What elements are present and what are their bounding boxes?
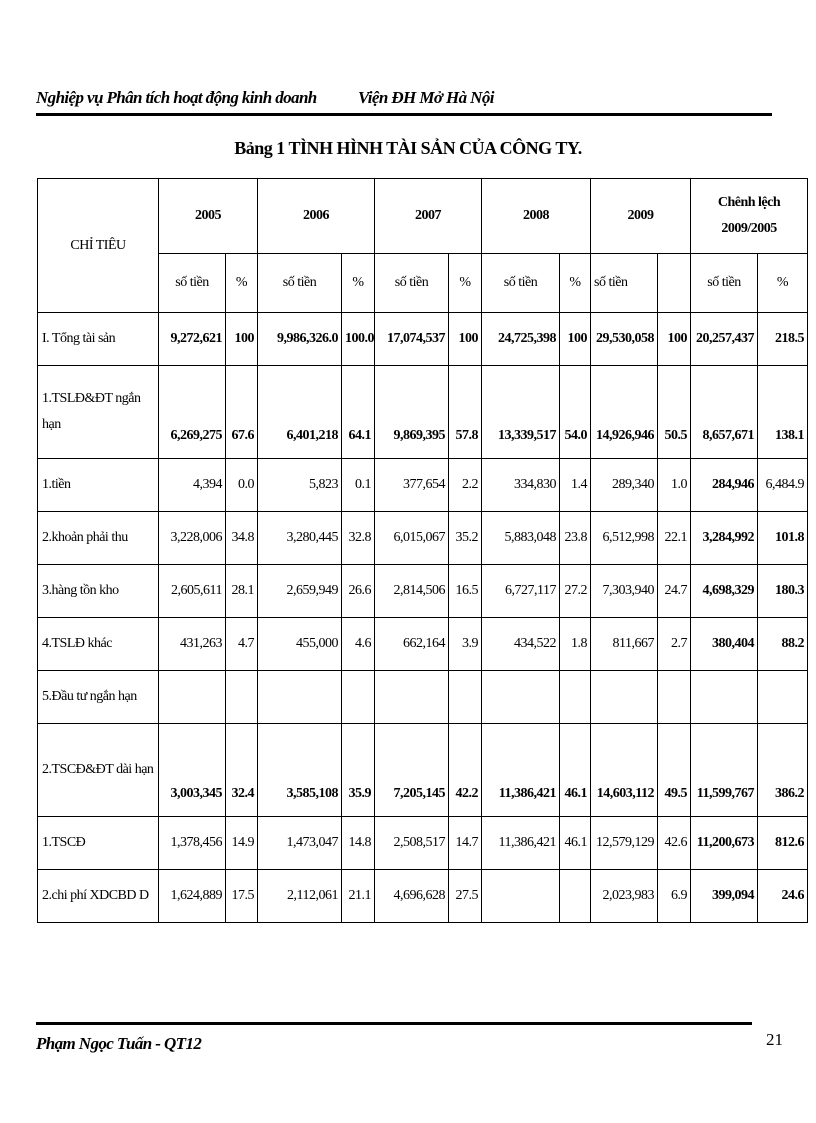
cell-amount-2006: 5,823 [258, 459, 342, 512]
row-label-text: 1.TSCĐ [42, 835, 86, 850]
row-label-text: 2.chi phí XDCBD D [42, 888, 149, 903]
row-label-text: 1.TSLĐ&ĐT ngắn hạn [42, 391, 141, 432]
cell-amount-2006: 3,585,108 [258, 724, 342, 817]
cell-amount-2006: 6,401,218 [258, 366, 342, 459]
cell-percent-diff: 101.8 [758, 512, 808, 565]
year-header-2005: 2005 [159, 179, 258, 254]
sub-percent-2009 [658, 254, 691, 313]
table-row [38, 724, 808, 817]
cell-amount-2006: 2,659,949 [258, 565, 342, 618]
cell-amount-2008: 334,830 [482, 459, 560, 512]
cell-percent-2009: 42.6 [658, 817, 691, 870]
sub-percent-2006: % [342, 254, 375, 313]
row-label [38, 817, 159, 870]
cell-amount-2005: 431,263 [159, 618, 226, 671]
cell-percent-diff: 180.3 [758, 565, 808, 618]
cell-percent-2007: 14.7 [449, 817, 482, 870]
cell-percent-2005: 32.4 [226, 724, 258, 817]
cell-percent-2008: 46.1 [560, 724, 591, 817]
sub-percent-2008: % [560, 254, 591, 313]
cell-amount-2006: 9,986,326.0 [258, 313, 342, 366]
cell-amount-diff: 399,094 [691, 870, 758, 923]
cell-percent-2007: 35.2 [449, 512, 482, 565]
year-header-2007: 2007 [375, 179, 482, 254]
cell-amount-2008 [482, 870, 560, 923]
cell-amount-2005: 2,605,611 [159, 565, 226, 618]
cell-amount-2009 [591, 671, 658, 724]
row-label [38, 366, 159, 459]
cell-amount-diff [691, 671, 758, 724]
cell-percent-2005: 67.6 [226, 366, 258, 459]
cell-percent-2008: 1.8 [560, 618, 591, 671]
cell-amount-2006: 455,000 [258, 618, 342, 671]
cell-amount-2007: 2,814,506 [375, 565, 449, 618]
cell-amount-diff: 4,698,329 [691, 565, 758, 618]
row-label-text: 1.tiền [42, 477, 71, 492]
cell-percent-2008 [560, 870, 591, 923]
row-label-text: 5.Đầu tư ngắn hạn [42, 689, 137, 704]
cell-amount-2008: 434,522 [482, 618, 560, 671]
cell-percent-2008: 100 [560, 313, 591, 366]
cell-amount-diff: 284,946 [691, 459, 758, 512]
cell-amount-2006: 2,112,061 [258, 870, 342, 923]
cell-amount-2009: 14,603,112 [591, 724, 658, 817]
cell-amount-2008: 24,725,398 [482, 313, 560, 366]
cell-amount-2009: 2,023,983 [591, 870, 658, 923]
cell-percent-2009: 2.7 [658, 618, 691, 671]
cell-percent-2006: 21.1 [342, 870, 375, 923]
cell-amount-diff: 3,284,992 [691, 512, 758, 565]
cell-amount-2009: 289,340 [591, 459, 658, 512]
cell-percent-2005: 34.8 [226, 512, 258, 565]
cell-amount-2006: 1,473,047 [258, 817, 342, 870]
cell-amount-2007 [375, 671, 449, 724]
row-label [38, 618, 159, 671]
header-course-title: Nghiệp vụ Phân tích hoạt động kinh doanh [36, 88, 317, 107]
cell-percent-2006: 64.1 [342, 366, 375, 459]
table-row [38, 671, 808, 724]
sub-amount-2006: số tiền [258, 254, 342, 313]
cell-percent-diff: 138.1 [758, 366, 808, 459]
row-label-text: 2.khoản phải thu [42, 530, 128, 545]
cell-percent-2006: 100.0 [342, 313, 375, 366]
header-row-years [38, 179, 808, 254]
cell-percent-diff: 6,484.9 [758, 459, 808, 512]
sub-percent-2007: % [449, 254, 482, 313]
cell-percent-2009: 6.9 [658, 870, 691, 923]
cell-percent-2007: 100 [449, 313, 482, 366]
cell-percent-2009 [658, 671, 691, 724]
sub-amount-diff: số tiền [691, 254, 758, 313]
cell-percent-2009: 22.1 [658, 512, 691, 565]
header-divider [36, 113, 772, 116]
cell-percent-2009: 100 [658, 313, 691, 366]
cell-percent-2005: 17.5 [226, 870, 258, 923]
cell-percent-2009: 49.5 [658, 724, 691, 817]
cell-amount-2008: 5,883,048 [482, 512, 560, 565]
cell-percent-2005: 0.0 [226, 459, 258, 512]
footer-author: Phạm Ngọc Tuấn - QT12 [36, 1034, 202, 1053]
row-label-text: 2.TSCĐ&ĐT dài hạn [42, 762, 154, 777]
cell-percent-2009: 50.5 [658, 366, 691, 459]
sub-amount-2008: số tiền [482, 254, 560, 313]
cell-percent-2008: 23.8 [560, 512, 591, 565]
table-row [38, 618, 808, 671]
sub-amount-2005: số tiền [159, 254, 226, 313]
cell-amount-diff: 20,257,437 [691, 313, 758, 366]
year-header-2006: 2006 [258, 179, 375, 254]
page-number: 21 [766, 1030, 783, 1049]
diff-header-line2: 2009/2005 [721, 221, 777, 236]
table-row [38, 313, 808, 366]
cell-amount-2008: 13,339,517 [482, 366, 560, 459]
cell-percent-2009: 24.7 [658, 565, 691, 618]
table-row [38, 459, 808, 512]
row-label [38, 565, 159, 618]
cell-amount-2009: 29,530,058 [591, 313, 658, 366]
row-label [38, 512, 159, 565]
cell-percent-2006: 26.6 [342, 565, 375, 618]
cell-amount-diff: 380,404 [691, 618, 758, 671]
cell-amount-2005: 6,269,275 [159, 366, 226, 459]
cell-amount-diff: 11,200,673 [691, 817, 758, 870]
page-header [36, 84, 772, 112]
asset-table [37, 178, 808, 923]
row-label [38, 459, 159, 512]
cell-percent-2008: 46.1 [560, 817, 591, 870]
cell-percent-2005: 100 [226, 313, 258, 366]
table-row [38, 870, 808, 923]
cell-percent-2005 [226, 671, 258, 724]
diff-header [691, 179, 808, 254]
table-title: Bảng 1 TÌNH HÌNH TÀI SẢN CỦA CÔNG TY. [234, 138, 582, 158]
table-row [38, 512, 808, 565]
year-header-2009: 2009 [591, 179, 691, 254]
cell-amount-2006: 3,280,445 [258, 512, 342, 565]
cell-percent-diff [758, 671, 808, 724]
row-label [38, 313, 159, 366]
cell-percent-2007: 57.8 [449, 366, 482, 459]
cell-amount-2005: 9,272,621 [159, 313, 226, 366]
diff-header-line1: Chênh lệch [717, 195, 781, 210]
table-body [38, 313, 808, 923]
cell-amount-2008: 11,386,421 [482, 724, 560, 817]
cell-percent-2007: 16.5 [449, 565, 482, 618]
table-row [38, 817, 808, 870]
cell-percent-2005: 4.7 [226, 618, 258, 671]
cell-percent-diff: 218.5 [758, 313, 808, 366]
cell-amount-2007: 7,205,145 [375, 724, 449, 817]
cell-amount-2005 [159, 671, 226, 724]
footer-divider [36, 1022, 752, 1025]
row-label-text: 4.TSLĐ khác [42, 636, 112, 651]
cell-percent-2008: 54.0 [560, 366, 591, 459]
sub-amount-2009: số tiền [591, 254, 658, 313]
cell-amount-2009: 6,512,998 [591, 512, 658, 565]
cell-amount-2007: 9,869,395 [375, 366, 449, 459]
cell-percent-2008 [560, 671, 591, 724]
cell-amount-2008: 11,386,421 [482, 817, 560, 870]
cell-percent-diff: 24.6 [758, 870, 808, 923]
cell-amount-2006 [258, 671, 342, 724]
row-label [38, 671, 159, 724]
cell-percent-2005: 14.9 [226, 817, 258, 870]
cell-percent-diff: 88.2 [758, 618, 808, 671]
cell-percent-2007: 2.2 [449, 459, 482, 512]
cell-percent-2006: 4.6 [342, 618, 375, 671]
cell-amount-2009: 7,303,940 [591, 565, 658, 618]
cell-amount-2005: 3,003,345 [159, 724, 226, 817]
cell-percent-diff: 812.6 [758, 817, 808, 870]
cell-amount-2009: 12,579,129 [591, 817, 658, 870]
cell-percent-2005: 28.1 [226, 565, 258, 618]
cell-amount-2007: 6,015,067 [375, 512, 449, 565]
cell-percent-diff: 386.2 [758, 724, 808, 817]
cell-percent-2007: 3.9 [449, 618, 482, 671]
cell-percent-2007 [449, 671, 482, 724]
header-institution: Viện ĐH Mở Hà Nội [358, 88, 494, 107]
cell-percent-2006: 32.8 [342, 512, 375, 565]
cell-amount-2008 [482, 671, 560, 724]
sub-percent-diff: % [758, 254, 808, 313]
cell-percent-2008: 1.4 [560, 459, 591, 512]
cell-amount-2007: 2,508,517 [375, 817, 449, 870]
cell-percent-2009: 1.0 [658, 459, 691, 512]
row-label [38, 870, 159, 923]
cell-percent-2008: 27.2 [560, 565, 591, 618]
row-label [38, 724, 159, 817]
cell-amount-2007: 4,696,628 [375, 870, 449, 923]
row-label-text: I. Tổng tài sản [42, 331, 116, 346]
year-header-2008: 2008 [482, 179, 591, 254]
cell-amount-2007: 17,074,537 [375, 313, 449, 366]
cell-amount-2005: 3,228,006 [159, 512, 226, 565]
cell-percent-2006: 35.9 [342, 724, 375, 817]
table-row [38, 366, 808, 459]
cell-amount-2009: 14,926,946 [591, 366, 658, 459]
cell-amount-2005: 1,624,889 [159, 870, 226, 923]
table-row [38, 565, 808, 618]
cell-amount-2005: 4,394 [159, 459, 226, 512]
cell-amount-2005: 1,378,456 [159, 817, 226, 870]
cell-amount-2008: 6,727,117 [482, 565, 560, 618]
cell-amount-2007: 377,654 [375, 459, 449, 512]
cell-percent-2006: 0.1 [342, 459, 375, 512]
col-indicator-header: CHỈ TIÊU [38, 179, 159, 313]
cell-amount-2007: 662,164 [375, 618, 449, 671]
cell-amount-2009: 811,667 [591, 618, 658, 671]
row-label-text: 3.hàng tồn kho [42, 583, 119, 598]
cell-percent-2006: 14.8 [342, 817, 375, 870]
cell-amount-diff: 8,657,671 [691, 366, 758, 459]
cell-percent-2007: 27.5 [449, 870, 482, 923]
cell-amount-diff: 11,599,767 [691, 724, 758, 817]
sub-amount-2007: số tiền [375, 254, 449, 313]
cell-percent-2007: 42.2 [449, 724, 482, 817]
cell-percent-2006 [342, 671, 375, 724]
sub-percent-2005: % [226, 254, 258, 313]
